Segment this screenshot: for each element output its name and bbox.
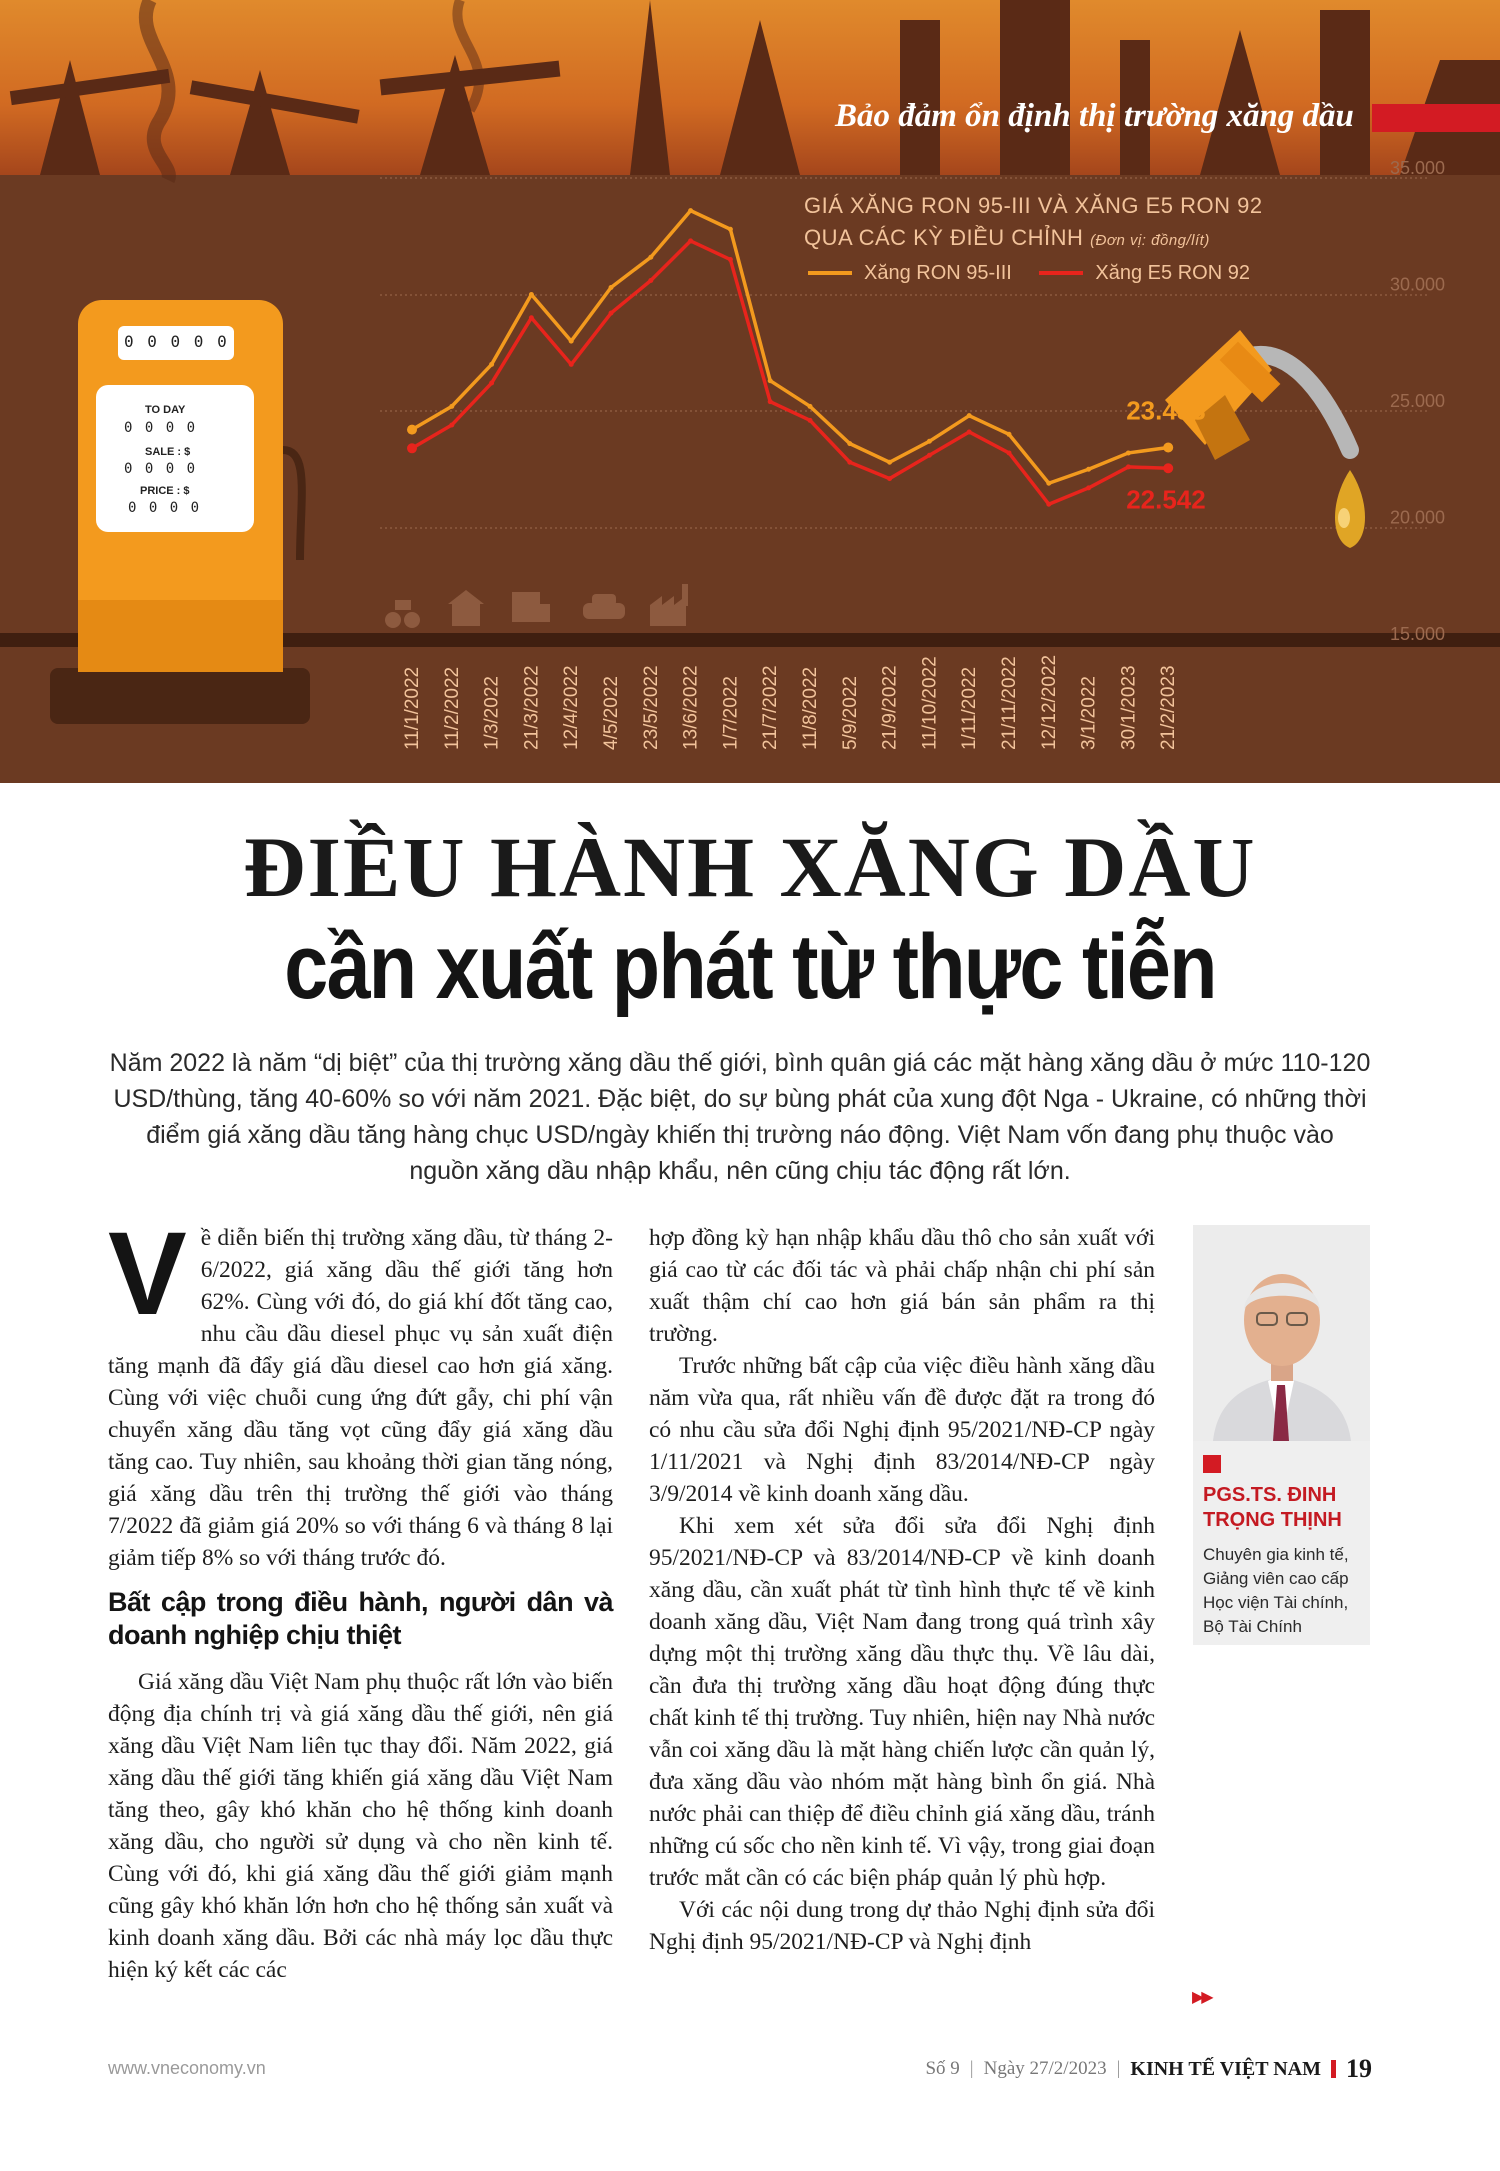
chart-title-line1: GIÁ XĂNG RON 95-III VÀ XĂNG E5 RON 92: [804, 193, 1263, 218]
drop-cap: V: [108, 1208, 187, 1340]
data-point-ron95: [967, 413, 972, 418]
author-role: Chuyên gia kinh tế, Giảng viên cao cấp Học viện Tài chính, Bộ Tài Chính: [1203, 1545, 1349, 1636]
data-point-e5: [927, 453, 932, 458]
data-point-ron95: [489, 362, 494, 367]
data-point-e5: [449, 422, 454, 427]
x-tick-label: 30/1/2023: [1118, 665, 1140, 750]
x-tick-label: 1/11/2022: [959, 666, 981, 750]
data-point-ron95: [1086, 467, 1091, 472]
data-point-ron95: [847, 441, 852, 446]
pump-today-value: 0 0 0 0: [124, 420, 198, 436]
data-point-ron95: [648, 255, 653, 260]
x-tick-label: 12/4/2022: [561, 665, 583, 750]
data-point-ron95: [449, 404, 454, 409]
x-tick-label: 3/1/2022: [1078, 676, 1100, 750]
subheading: Bất cập trong điều hành, người dân và doanh nghiệp chịu thiệt: [108, 1587, 613, 1650]
data-point-ron95: [808, 404, 813, 409]
paragraph-5: Khi xem xét sửa đổi sửa đổi Nghị định 95/2021/NĐ-CP và 83/2014/NĐ-CP về kinh doanh xăng dầu, cần xuất phát từ tình hình thực tế về kinh doanh xăng dầu, Việt Nam đang trong quá trình xây dựng một thị trường xăng dầu thực thụ. Về lâu dài, cần đưa thị trường xăng dầu hoạt động đúng thực chất kinh tế thị trường. Tuy nhiên, hiện nay Nhà nước vẫn coi xăng dầu là mặt hàng chiến lược cần quản lý, đưa xăng dầu vào nhóm mặt hàng bình ổn giá. Nhà nước phải can thiệp để điều chỉnh giá xăng dầu, tránh những cú sốc cho nền kinh tế. Vì vậy, trong giai đoạn trước mắt cần có các biện pháp quản lý phù hợp.: [649, 1513, 1155, 1891]
data-point-ron95: [1046, 481, 1051, 486]
pump-price-value: 0 0 0 0: [128, 500, 202, 516]
footer-red-mark: [1331, 2060, 1336, 2078]
legend-item-ron95: [808, 262, 1012, 285]
data-point-e5: [808, 418, 813, 423]
lead-paragraph: Năm 2022 là năm “dị biệt” của thị trường xăng dầu thế giới, bình quân giá các mặt hàng xăng dầu ở mức 110-120 USD/thùng, tăng 40-60% so với năm 2021. Đặc biệt, do sự bùng phát của xung đột Nga - Ukraine, có những thời điểm giá xăng dầu tăng hàng chục USD/ngày khiến thị trường náo động. Việt Nam vốn đang phụ thuộc vào nguồn xăng dầu nhập khẩu, nên cũng chịu tác động rất lớn.: [109, 1049, 1371, 1185]
paragraph-4: Trước những bất cập của việc điều hành xăng dầu năm vừa qua, rất nhiều vấn đề được đặt ra trong đó có nhu cầu sửa đổi Nghị định 95/2021/NĐ-CP ngày 1/11/2021 và Nghị định 83/2014/NĐ-CP ngày 3/9/2014 về kinh doanh xăng dầu.: [649, 1353, 1155, 1507]
data-point-e5: [609, 311, 614, 316]
data-point-ron95: [1007, 432, 1012, 437]
data-point-e5: [569, 362, 574, 367]
footer-issue: Số 9: [925, 2058, 960, 2079]
x-tick-label: 11/10/2022: [919, 656, 941, 750]
legend-swatch-ron95: [808, 271, 852, 275]
x-tick-label: 12/12/2022: [1038, 654, 1060, 750]
annotation-e5-value: 22.542: [1126, 484, 1206, 515]
data-point-e5: [1007, 450, 1012, 455]
data-point-e5: [1086, 485, 1091, 490]
author-name: PGS.TS. ĐINH TRỌNG THỊNH: [1203, 1484, 1342, 1531]
data-point-e5: [887, 476, 892, 481]
data-point-e5: [1046, 502, 1051, 507]
oil-pumpjacks: [10, 0, 1500, 175]
chart-legend: [808, 258, 1272, 285]
paragraph-3: hợp đồng kỳ hạn nhập khẩu dầu thô cho sản xuất với giá cao từ các đối tác và phải chấp nhận chi phí sản xuất thậm chí cao hơn giá bán sản phẩm ra thị trường.: [649, 1225, 1155, 1347]
footer-separator: |: [969, 2058, 974, 2079]
x-tick-label: 23/5/2022: [640, 665, 662, 750]
x-tick-label: 1/3/2022: [481, 676, 503, 750]
data-point-e5: [1126, 464, 1131, 469]
data-point-ron95: [768, 378, 773, 383]
fuel-nozzle-illustration: [1165, 330, 1365, 548]
data-point-ron95: [1163, 443, 1173, 453]
data-point-ron95: [529, 292, 534, 297]
infographic-banner: [0, 0, 1500, 783]
data-point-e5: [529, 315, 534, 320]
pump-sale-label: SALE : $: [145, 446, 191, 458]
data-point-e5: [728, 257, 733, 262]
truck-icon: [512, 592, 550, 622]
x-tick-label: 21/2/2023: [1158, 665, 1180, 750]
x-tick-label: 1/7/2022: [720, 676, 742, 750]
x-tick-label: 13/6/2022: [680, 665, 702, 750]
legend-label-e5: Xăng E5 RON 92: [1095, 261, 1250, 284]
factory-icon: [650, 584, 688, 626]
annotation-ron95-value: 23.433: [1126, 395, 1206, 426]
footer-separator: |: [1116, 2058, 1121, 2079]
headline-line-2: cần xuất phát từ thực tiễn: [284, 916, 1216, 1018]
legend-item-e5: [1039, 262, 1250, 285]
pump-counter: 0 0 0 0 0: [124, 332, 229, 351]
smoke-plume: [146, 0, 169, 180]
kicker-accent-bar: [1372, 104, 1500, 132]
y-tick-label: 25.000: [1390, 391, 1446, 411]
data-point-e5: [648, 278, 653, 283]
chart-title-line2-wrap: [804, 222, 1263, 257]
data-point-e5: [768, 399, 773, 404]
house-icon: [448, 590, 484, 626]
paragraph-2: Giá xăng dầu Việt Nam phụ thuộc rất lớn vào biến động địa chính trị và giá xăng dầu thế giới, nên giá xăng dầu Việt Nam liên tục thay đổi. Năm 2022, giá xăng dầu thế giới tăng khiến giá xăng dầu Việt Nam tăng theo, gây khó khăn cho hệ thống kinh doanh xăng dầu, cho người sử dụng và cho nền kinh tế. Cùng với đó, khi giá xăng dầu thế giới giảm mạnh cũng gây khó khăn lớn hơn cho hệ thống sản xuất và kinh doanh xăng dầu. Bởi các nhà máy lọc dầu thực hiện ký kết các các: [108, 1669, 613, 1983]
x-tick-label: 21/7/2022: [760, 665, 782, 750]
data-point-ron95: [887, 460, 892, 465]
author-portrait: [1193, 1225, 1370, 1441]
chart-title-line2: QUA CÁC KỲ ĐIỀU CHỈNH: [804, 225, 1084, 250]
data-point-ron95: [728, 227, 733, 232]
data-point-e5: [1163, 463, 1173, 473]
pump-today-label: TO DAY: [145, 404, 186, 416]
data-point-ron95: [609, 285, 614, 290]
page-number: 19: [1346, 2054, 1372, 2083]
footer-meta: [925, 2054, 1372, 2084]
x-tick-label: 11/1/2022: [402, 666, 423, 750]
y-tick-label: 30.000: [1390, 274, 1446, 295]
paragraph-1: [108, 1208, 613, 1574]
author-pen-icon: [1203, 1455, 1221, 1473]
pump-price-label: PRICE : $: [140, 485, 190, 497]
x-tick-label: 21/9/2022: [879, 665, 901, 750]
paragraph-6: Với các nội dung trong dự thảo Nghị định sửa đổi Nghị định 95/2021/NĐ-CP và Nghị định: [649, 1897, 1155, 1955]
data-point-ron95: [569, 339, 574, 344]
continue-arrow-icon: ▶▶: [1192, 1987, 1211, 2006]
oil-drop-icon: [1335, 470, 1365, 548]
x-tick-label: 21/11/2022: [999, 656, 1020, 750]
footer-date: Ngày 27/2/2023: [983, 2058, 1107, 2079]
pump-sale-value: 0 0 0 0: [124, 461, 198, 477]
y-tick-label: 35.000: [1390, 158, 1446, 178]
y-tick-label: 15.000: [1390, 624, 1446, 644]
data-point-e5: [847, 460, 852, 465]
chart-title: [804, 190, 1263, 257]
car-icon: [583, 594, 625, 619]
data-point-e5: [489, 381, 494, 386]
x-tick-label: 5/9/2022: [839, 676, 861, 750]
paragraph-1-text: ề diễn biến thị trường xăng dầu, từ tháng 2-6/2022, giá xăng dầu thế giới tăng hơn 62%. Cùng với đó, do giá khí đốt tăng cao, nhu cầu dầu diesel phục vụ sản xuất điện tăng mạnh đã đẩy giá dầu diesel cao hơn giá xăng. Cùng với việc chuỗi cung ứng đứt gẫy, chi phí vận chuyển xăng dầu tăng vọt cũng đẩy giá xăng dầu tăng cao. Tuy nhiên, sau khoảng thời gian tăng nóng, giá xăng dầu trên thị trường thế giới vào tháng 7/2022 đã giảm giá 20% so với tháng 6 và tháng 8 lại giảm tiếp 8% so với tháng trước đó.: [108, 1225, 613, 1571]
chart-unit: (Đơn vị: đồng/lít): [1090, 232, 1210, 249]
article-column-1: [108, 1208, 613, 1986]
headline-line-1: ĐIỀU HÀNH XĂNG DẦU: [243, 819, 1257, 915]
y-tick-label: 20.000: [1390, 507, 1446, 528]
motorbike-icon: [385, 600, 420, 628]
footer-website: www.vneconomy.vn: [108, 2058, 266, 2078]
section-kicker: Bảo đảm ổn định thị trường xăng dầu: [835, 98, 1354, 134]
legend-swatch-e5: [1039, 271, 1083, 275]
article-column-2: [649, 1222, 1155, 1958]
author-photo: [1193, 1225, 1370, 1441]
data-point-e5: [967, 429, 972, 434]
author-box: [1193, 1225, 1370, 1645]
category-icons: [385, 584, 688, 628]
data-point-ron95: [927, 439, 932, 444]
x-tick-label: 11/2/2022: [441, 666, 463, 750]
x-tick-label: 11/8/2022: [800, 666, 821, 750]
x-tick-label: 21/3/2022: [521, 665, 543, 750]
data-point-e5: [688, 238, 693, 243]
data-point-e5: [407, 443, 417, 453]
data-point-ron95: [688, 208, 693, 213]
data-point-ron95: [407, 425, 417, 435]
x-tick-label: 4/5/2022: [601, 676, 622, 750]
legend-label-ron95: Xăng RON 95-III: [864, 261, 1012, 284]
footer-brand: KINH TẾ VIỆT NAM: [1130, 2057, 1321, 2080]
data-point-ron95: [1126, 450, 1131, 455]
